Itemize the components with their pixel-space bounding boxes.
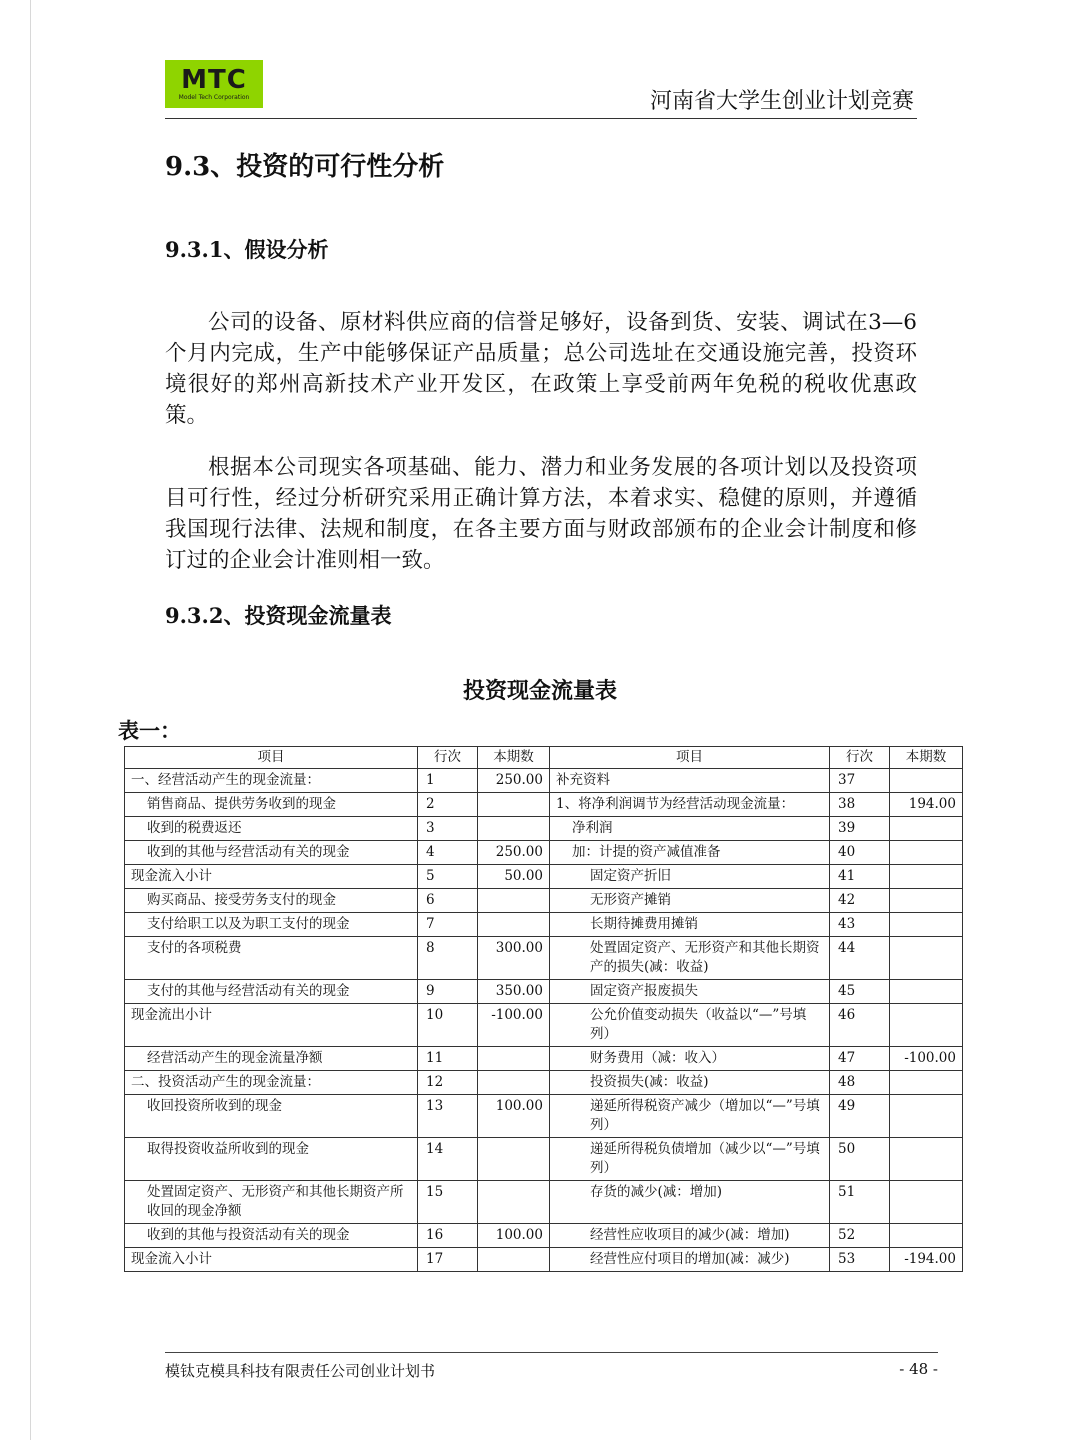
table-row <box>125 980 963 1004</box>
cell-amount-left <box>478 1071 550 1095</box>
cell-amount-left <box>478 1181 550 1224</box>
cell-line-right: 41 <box>830 865 890 889</box>
page-edge <box>30 0 31 1440</box>
cell-amount-right <box>890 865 963 889</box>
cell-line-right: 45 <box>830 980 890 1004</box>
paragraph-principles: 根据本公司现实各项基础、能力、潜力和业务发展的各项计划以及投资项目可行性，经过分析研究采用正确计算方法，本着求实、稳健的原则，并遵循我国现行法律、法规和制度，在各主要方面与财政部颁布的企业会计制度和修订过的企业会计准则相一致。 <box>165 455 917 573</box>
cell-amount-right <box>890 1181 963 1224</box>
cell-item-left: 现金流入小计 <box>125 1248 418 1272</box>
cell-item-left: 购买商品、接受劳务支付的现金 <box>125 889 418 913</box>
cell-amount-right <box>890 1004 963 1047</box>
cell-amount-left <box>478 913 550 937</box>
cell-line-left: 5 <box>418 865 478 889</box>
cell-line-right: 52 <box>830 1224 890 1248</box>
header-title: 河南省大学生创业计划竞赛 <box>649 89 914 114</box>
page-number: - 48 - <box>899 1360 938 1378</box>
cell-item-right: 投资损失(减：收益) <box>550 1071 830 1095</box>
cell-amount-right: -100.00 <box>890 1047 963 1071</box>
col-header-item-right: 项目 <box>550 747 830 769</box>
logo-subtitle: Model Tech Corporation <box>178 94 250 101</box>
table-row <box>125 937 963 980</box>
cell-line-right: 50 <box>830 1138 890 1181</box>
cell-item-left: 收到的税费返还 <box>125 817 418 841</box>
cell-item-right: 递延所得税资产减少（增加以“—”号填列） <box>550 1095 830 1138</box>
cell-line-left: 17 <box>418 1248 478 1272</box>
cell-line-left: 14 <box>418 1138 478 1181</box>
cell-item-left: 支付的其他与经营活动有关的现金 <box>125 980 418 1004</box>
cell-item-right: 存货的减少(减：增加) <box>550 1181 830 1224</box>
cell-amount-right <box>890 841 963 865</box>
cash-flow-table <box>124 746 963 1272</box>
cell-amount-right <box>890 937 963 980</box>
cell-item-right: 1、将净利润调节为经营活动现金流量： <box>550 793 830 817</box>
cell-amount-right <box>890 913 963 937</box>
col-header-item-left: 项目 <box>125 747 418 769</box>
cell-line-right: 53 <box>830 1248 890 1272</box>
cell-line-right: 43 <box>830 913 890 937</box>
cell-amount-right <box>890 817 963 841</box>
cell-amount-left: 350.00 <box>478 980 550 1004</box>
table-row <box>125 793 963 817</box>
cell-line-right: 47 <box>830 1047 890 1071</box>
cell-line-left: 2 <box>418 793 478 817</box>
cell-line-right: 48 <box>830 1071 890 1095</box>
cell-amount-left: 100.00 <box>478 1095 550 1138</box>
cell-amount-left <box>478 793 550 817</box>
cell-item-left: 收回投资所收到的现金 <box>125 1095 418 1138</box>
subsection-title-cashflow: 9.3.2、投资现金流量表 <box>165 603 392 628</box>
section-title: 9.3、投资的可行性分析 <box>165 152 445 182</box>
table-row <box>125 913 963 937</box>
cell-line-right: 44 <box>830 937 890 980</box>
cell-amount-left: 100.00 <box>478 1224 550 1248</box>
table-body <box>125 769 963 1272</box>
table-row <box>125 1047 963 1071</box>
cell-item-right: 加：计提的资产减值准备 <box>550 841 830 865</box>
cell-item-left: 取得投资收益所收到的现金 <box>125 1138 418 1181</box>
cell-line-left: 3 <box>418 817 478 841</box>
cell-line-right: 38 <box>830 793 890 817</box>
cell-line-left: 8 <box>418 937 478 980</box>
subsection-title-assumptions: 9.3.1、假设分析 <box>165 237 329 262</box>
cell-amount-left <box>478 1248 550 1272</box>
table-row <box>125 1138 963 1181</box>
cell-item-left: 经营活动产生的现金流量净额 <box>125 1047 418 1071</box>
cell-item-right: 递延所得税负债增加（减少以“—”号填列） <box>550 1138 830 1181</box>
cell-item-left: 处置固定资产、无形资产和其他长期资产所收回的现金净额 <box>125 1181 418 1224</box>
table-row <box>125 1181 963 1224</box>
table-row <box>125 817 963 841</box>
cell-amount-right <box>890 1138 963 1181</box>
cell-amount-right <box>890 769 963 793</box>
cell-line-left: 12 <box>418 1071 478 1095</box>
cell-item-right: 处置固定资产、无形资产和其他长期资产的损失(减：收益) <box>550 937 830 980</box>
cell-amount-right <box>890 980 963 1004</box>
cell-amount-right <box>890 889 963 913</box>
cell-amount-right <box>890 1095 963 1138</box>
table-row <box>125 889 963 913</box>
cell-amount-left: 250.00 <box>478 841 550 865</box>
col-header-amount-left: 本期数 <box>478 747 550 769</box>
table-row <box>125 1004 963 1047</box>
cell-line-left: 9 <box>418 980 478 1004</box>
cell-item-right: 经营性应付项目的增加(减：减少) <box>550 1248 830 1272</box>
cell-item-right: 无形资产摊销 <box>550 889 830 913</box>
cell-line-right: 40 <box>830 841 890 865</box>
cell-item-right: 财务费用（减：收入） <box>550 1047 830 1071</box>
footer-divider <box>165 1352 938 1353</box>
cell-amount-right: -194.00 <box>890 1248 963 1272</box>
cell-line-right: 46 <box>830 1004 890 1047</box>
cell-line-left: 11 <box>418 1047 478 1071</box>
cell-line-left: 16 <box>418 1224 478 1248</box>
cell-amount-left: -100.00 <box>478 1004 550 1047</box>
cell-amount-right <box>890 1071 963 1095</box>
cell-line-left: 7 <box>418 913 478 937</box>
cell-amount-left: 300.00 <box>478 937 550 980</box>
cell-line-right: 49 <box>830 1095 890 1138</box>
cell-item-left: 现金流出小计 <box>125 1004 418 1047</box>
cell-amount-left <box>478 1047 550 1071</box>
cell-item-left: 收到的其他与投资活动有关的现金 <box>125 1224 418 1248</box>
header-divider <box>165 118 917 119</box>
cell-line-left: 1 <box>418 769 478 793</box>
cell-item-right: 固定资产折旧 <box>550 865 830 889</box>
col-header-amount-right: 本期数 <box>890 747 963 769</box>
cell-line-right: 37 <box>830 769 890 793</box>
cell-line-left: 4 <box>418 841 478 865</box>
cell-amount-left <box>478 817 550 841</box>
cell-line-left: 13 <box>418 1095 478 1138</box>
cell-line-right: 39 <box>830 817 890 841</box>
cell-item-right: 补充资料 <box>550 769 830 793</box>
cell-item-left: 销售商品、提供劳务收到的现金 <box>125 793 418 817</box>
table-row <box>125 1224 963 1248</box>
cell-line-right: 51 <box>830 1181 890 1224</box>
cell-item-left: 支付的各项税费 <box>125 937 418 980</box>
paragraph-assumptions: 公司的设备、原材料供应商的信誉足够好，设备到货、安装、调试在3—6个月内完成，生产中能够保证产品质量；总公司选址在交通设施完善，投资环境很好的郑州高新技术产业开发区，在政策上享受前两年免税的税收优惠政策。 <box>165 310 917 428</box>
table-row <box>125 1095 963 1138</box>
cell-item-right: 长期待摊费用摊销 <box>550 913 830 937</box>
cell-item-left: 支付给职工以及为职工支付的现金 <box>125 913 418 937</box>
cell-item-left: 现金流入小计 <box>125 865 418 889</box>
table-title: 投资现金流量表 <box>462 678 617 704</box>
cell-amount-right: 194.00 <box>890 793 963 817</box>
cell-line-left: 6 <box>418 889 478 913</box>
cell-item-right: 经营性应收项目的减少(减：增加) <box>550 1224 830 1248</box>
logo-mark: MTC <box>181 65 247 95</box>
table-label: 表一： <box>118 718 181 743</box>
table-row <box>125 865 963 889</box>
cell-amount-left: 250.00 <box>478 769 550 793</box>
col-header-line-left: 行次 <box>418 747 478 769</box>
cell-item-left: 二、投资活动产生的现金流量： <box>125 1071 418 1095</box>
cell-amount-left <box>478 1138 550 1181</box>
footer-company: 模钛克模具科技有限责任公司创业计划书 <box>165 1362 436 1380</box>
table-row <box>125 841 963 865</box>
cell-item-left: 收到的其他与经营活动有关的现金 <box>125 841 418 865</box>
col-header-line-right: 行次 <box>830 747 890 769</box>
cell-item-right: 净利润 <box>550 817 830 841</box>
table-row <box>125 1071 963 1095</box>
cell-item-right: 公允价值变动损失（收益以“—”号填列） <box>550 1004 830 1047</box>
cell-item-left: 一、经营活动产生的现金流量： <box>125 769 418 793</box>
cell-amount-left: 50.00 <box>478 865 550 889</box>
cell-line-left: 10 <box>418 1004 478 1047</box>
company-logo <box>165 60 263 108</box>
cell-line-left: 15 <box>418 1181 478 1224</box>
table-row <box>125 1248 963 1272</box>
cell-item-right: 固定资产报废损失 <box>550 980 830 1004</box>
table-header-row <box>125 747 963 769</box>
cell-line-right: 42 <box>830 889 890 913</box>
cell-amount-left <box>478 889 550 913</box>
cell-amount-right <box>890 1224 963 1248</box>
table-row <box>125 769 963 793</box>
